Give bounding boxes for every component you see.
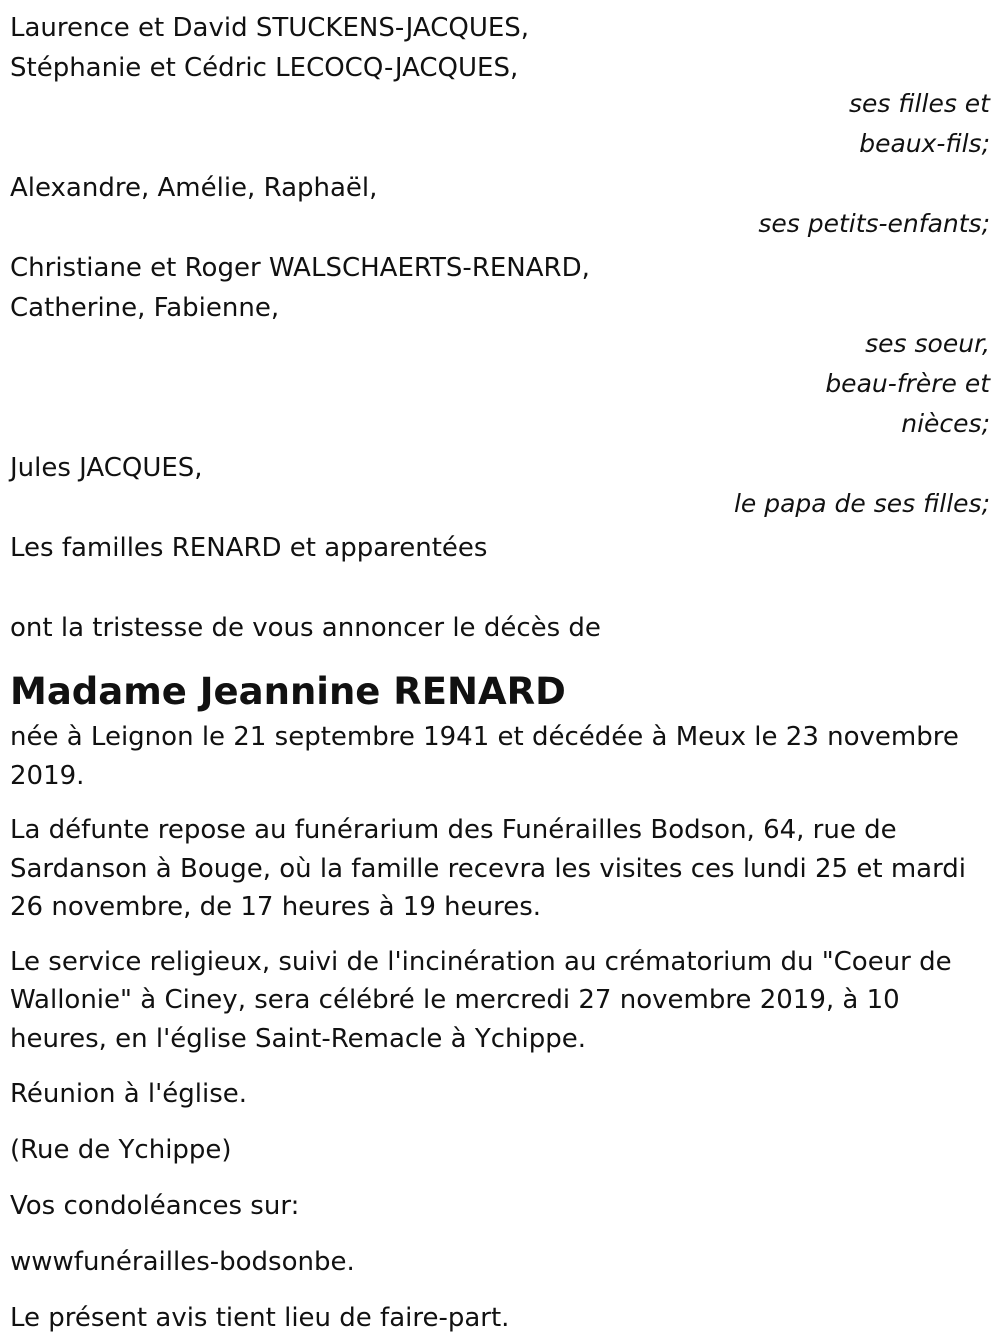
family-group-sister (10, 248, 990, 444)
family-group-grandchildren (10, 168, 990, 244)
paragraph-line: Le service religieux, suivi de l'incinération au crématorium du "Coeur de (10, 946, 952, 977)
condolences-website: wwwfunérailles-bodsonbe. (10, 1247, 355, 1277)
relation-line: beaux-fils; (859, 129, 990, 158)
birth-death-paragraph (10, 718, 990, 795)
family-names-line: Christiane et Roger WALSCHAERTS-RENARD, (10, 253, 590, 283)
family-names-line: Stéphanie et Cédric LECOCQ-JACQUES, (10, 53, 519, 83)
relation-block (10, 204, 990, 244)
announcement-intro: ont la tristesse de vous annoncer le décès de (10, 613, 601, 643)
relation-line: ses soeur, (865, 329, 990, 358)
service-paragraph (10, 943, 990, 1059)
relation-line: le papa de ses filles; (733, 489, 990, 518)
family-names-line: Laurence et David STUCKENS-JACQUES, (10, 13, 530, 43)
relation-line: ses petits-enfants; (758, 209, 990, 238)
paragraph-line: 2019. (10, 760, 85, 791)
paragraph-line: Sardanson à Bouge, où la famille recevra les visites ces lundi 25 et mardi (10, 853, 967, 884)
reunion-text: Réunion à l'église. (10, 1079, 248, 1109)
closing-text: Le présent avis tient lieu de faire-part. (10, 1303, 510, 1333)
relation-block (10, 484, 990, 524)
family-group-daughters (10, 8, 990, 164)
funeral-home-paragraph (10, 811, 990, 927)
families-line: Les familles RENARD et apparentées (10, 533, 488, 563)
relation-block (10, 84, 990, 164)
family-names-line: Jules JACQUES, (10, 453, 203, 483)
paragraph-line: 26 novembre, de 17 heures à 19 heures. (10, 892, 542, 922)
paragraph-line: Wallonie" à Ciney, sera célébré le mercredi 27 novembre 2019, à 10 (10, 985, 900, 1015)
paragraph-line: née à Leignon le 21 septembre 1941 et décédée à Meux le 23 novembre (10, 722, 959, 752)
deceased-name: Madame Jeannine RENARD (10, 670, 566, 713)
street-text: (Rue de Ychippe) (10, 1135, 232, 1165)
relation-line: ses filles et (849, 89, 990, 118)
relation-line: beau-frère et (825, 369, 990, 398)
family-names-line: Catherine, Fabienne, (10, 293, 280, 323)
family-group-father (10, 448, 990, 524)
paragraph-line: heures, en l'église Saint-Remacle à Ychippe. (10, 1023, 586, 1054)
relation-block (10, 324, 990, 444)
relation-line: nièces; (901, 409, 990, 438)
condolences-label: Vos condoléances sur: (10, 1191, 300, 1221)
family-names-line: Alexandre, Amélie, Raphaël, (10, 173, 378, 203)
paragraph-line: La défunte repose au funérarium des Funérailles Bodson, 64, rue de (10, 815, 897, 845)
